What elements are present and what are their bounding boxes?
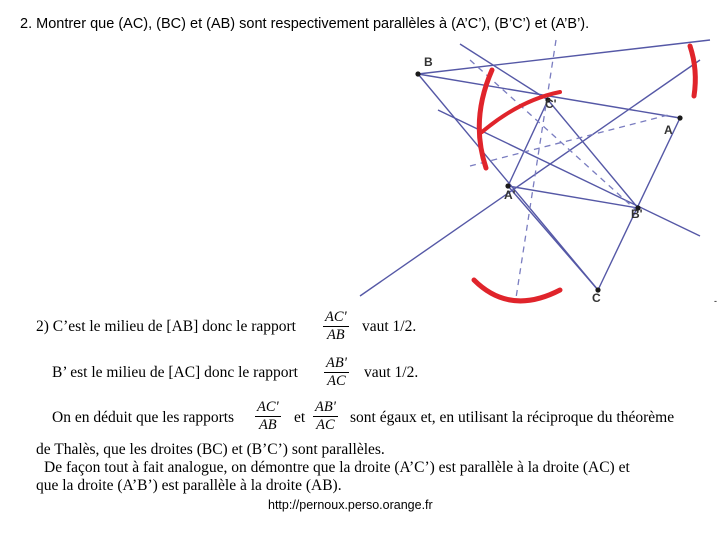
fraction-ac-prime-over-ab-2 <box>255 399 281 434</box>
point-b <box>415 71 420 76</box>
answer-line-1a: 2) C’est le milieu de [AB] donc le rapport <box>36 318 296 335</box>
fraction-numerator: AB' <box>315 399 336 415</box>
dashed-median-1 <box>516 40 556 298</box>
answer-line-4: de Thalès, que les droites (BC) et (B’C’) sont parallèles. <box>36 441 385 458</box>
point-a <box>677 115 682 120</box>
fraction-denominator: AB <box>255 416 281 434</box>
fraction-ab-prime-over-ac-2 <box>313 399 338 434</box>
label-c-prime: C' <box>545 97 557 111</box>
question-title: 2. Montrer que (AC), (BC) et (AB) sont respectivement parallèles à (A’C’), (B’C’) et (A’B’). <box>20 16 590 32</box>
answer-line-5: De façon tout à fait analogue, on démontre que la droite (A’C’) est parallèle à la droite (AC) et <box>44 459 630 476</box>
label-b-prime: B' <box>631 207 643 221</box>
answer-line-6: que la droite (A’B’) est parallèle à la droite (AB). <box>36 477 342 494</box>
answer-line-1b: vaut 1/2. <box>362 318 417 335</box>
label-a: A <box>664 123 673 137</box>
line-bc <box>418 74 598 290</box>
fraction-denominator: AB <box>323 326 349 344</box>
red-arc-right <box>690 46 695 96</box>
label-c: C <box>592 291 601 305</box>
edge-tick: - <box>714 296 717 306</box>
line-long-diagonal <box>360 60 700 296</box>
source-url: http://pernoux.perso.orange.fr <box>268 498 433 512</box>
fraction-numerator: AC' <box>257 399 279 415</box>
answer-line-3b: sont égaux et, en utilisant la réciproque du théorème <box>350 409 675 426</box>
label-a-prime: A' <box>504 188 516 202</box>
fraction-denominator: AC <box>313 416 338 434</box>
fraction-ac-prime-over-ab <box>323 309 349 344</box>
answer-line-2a: B’ est le milieu de [AC] donc le rapport <box>52 364 298 381</box>
line-cprime-bprime <box>548 100 638 208</box>
label-b: B <box>424 55 433 69</box>
fraction-numerator: AB' <box>326 355 347 371</box>
fraction-ab-prime-over-ac <box>324 355 349 390</box>
fraction-denominator: AC <box>324 372 349 390</box>
fraction-numerator: AC' <box>325 309 347 325</box>
answer-line-2b: vaut 1/2. <box>364 364 419 381</box>
answer-line-3a: On en déduit que les rapports <box>52 409 235 426</box>
line-aprime-c <box>508 186 598 290</box>
dashed-median-3 <box>470 60 636 210</box>
line-ac-prime-ext <box>460 44 548 100</box>
answer-line-3-mid: et <box>294 409 306 426</box>
